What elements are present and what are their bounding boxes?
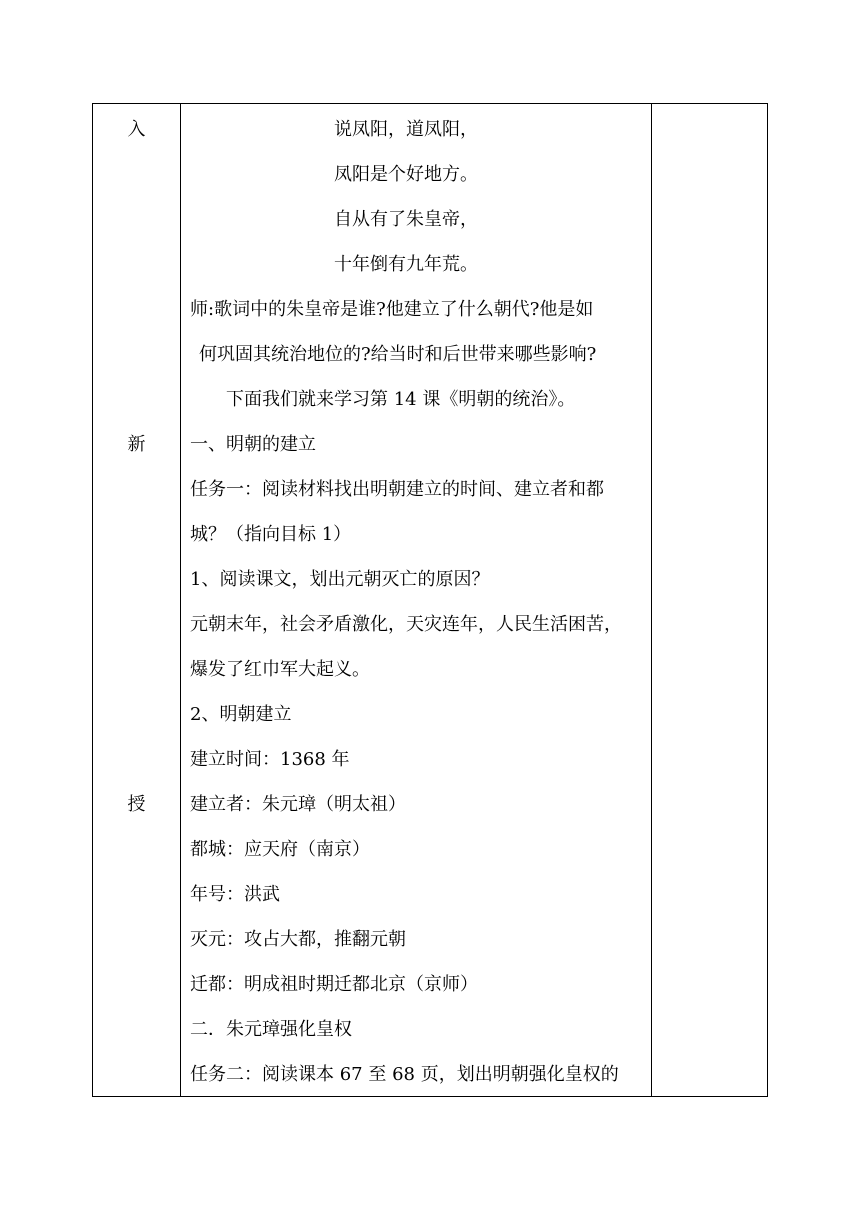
point-1-answer-line: 爆发了红巾军大起义。 (190, 659, 370, 680)
column-divider-right (651, 104, 652, 1096)
fact-founding-time: 建立时间：1368 年 (190, 749, 350, 770)
poem-line: 凤阳是个好地方。 (334, 164, 478, 185)
poem-line: 十年倒有九年荒。 (334, 254, 478, 275)
point-2-title: 2、明朝建立 (190, 704, 292, 725)
point-1-title: 1、阅读课文，划出元朝灭亡的原因？ (190, 569, 490, 590)
section-1-title: 一、明朝的建立 (190, 434, 316, 455)
side-label-shou: 授 (127, 794, 146, 815)
point-1-answer-line: 元朝末年，社会矛盾激化，天灾连年，人民生活困苦， (190, 614, 622, 635)
lesson-table (92, 103, 768, 1097)
task-1-line: 城？（指向目标 1） (190, 524, 352, 545)
poem-line: 自从有了朱皇帝， (334, 209, 478, 230)
fact-capital-move: 迁都：明成祖时期迁都北京（京师） (190, 974, 478, 995)
fact-overthrow-yuan: 灭元：攻占大都，推翻元朝 (190, 929, 406, 950)
side-label-xin: 新 (127, 434, 146, 455)
poem-line: 说凤阳，道凤阳， (334, 119, 478, 140)
teacher-question-line: 何巩固其统治地位的?给当时和后世带来哪些影响? (199, 344, 597, 365)
fact-founder: 建立者：朱元璋（明太祖） (190, 794, 406, 815)
task-1-line: 任务一：阅读材料找出明朝建立的时间、建立者和都 (190, 479, 604, 500)
teacher-question-line: 师:歌词中的朱皇帝是谁?他建立了什么朝代?他是如 (190, 299, 594, 320)
fact-era-name: 年号：洪武 (190, 884, 280, 905)
task-2-line: 任务二：阅读课本 67 至 68 页，划出明朝强化皇权的 (190, 1064, 619, 1085)
column-divider-left (180, 104, 181, 1096)
intro-line: 下面我们就来学习第 14 课《明朝的统治》。 (226, 389, 576, 410)
fact-capital: 都城：应天府（南京） (190, 839, 370, 860)
side-label-ru: 入 (127, 119, 146, 140)
section-2-title: 二．朱元璋强化皇权 (190, 1019, 352, 1040)
